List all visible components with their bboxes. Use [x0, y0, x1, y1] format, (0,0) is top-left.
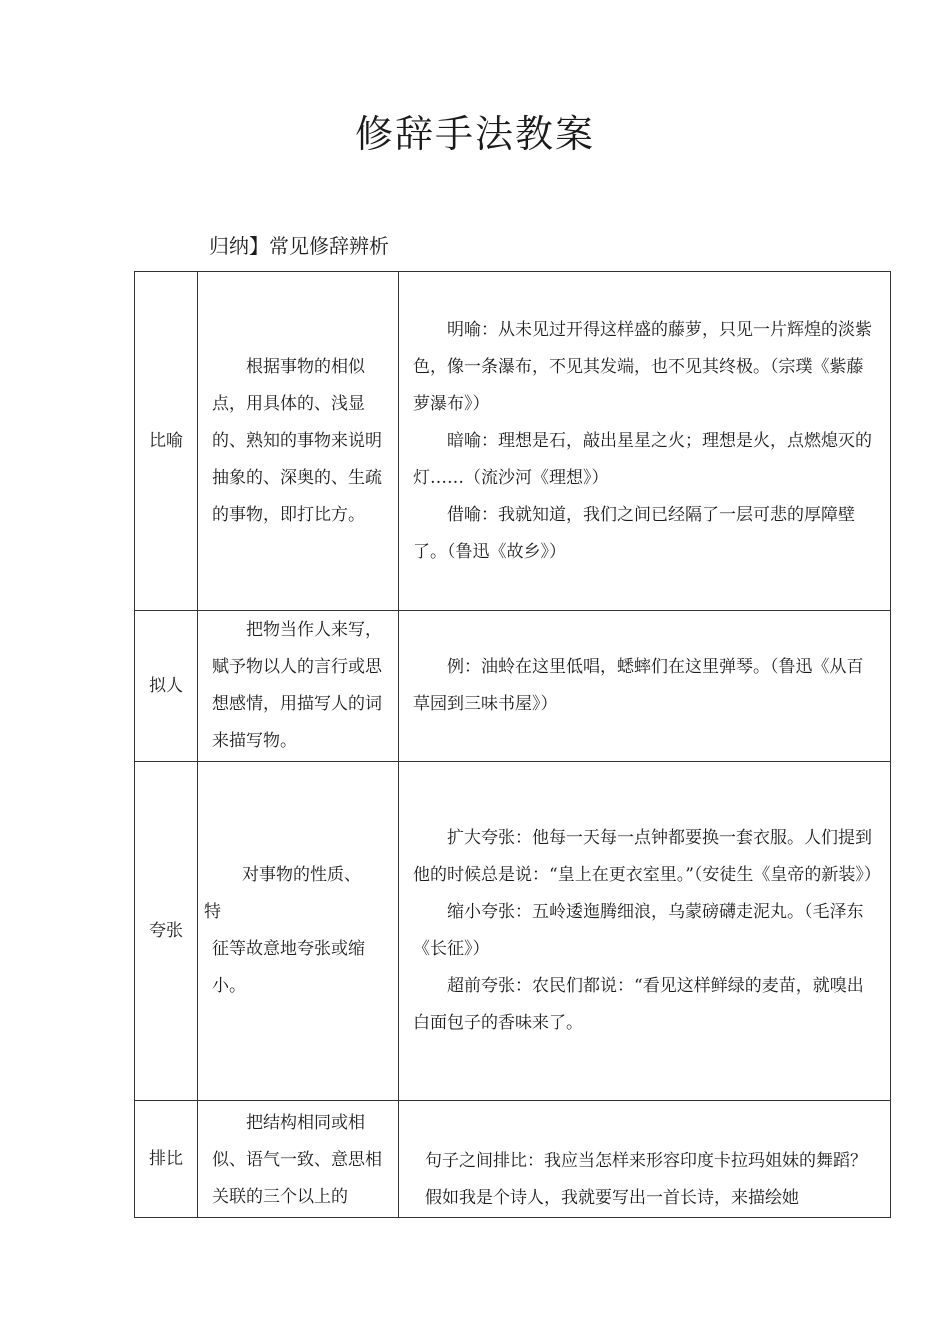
example-text: 超前夸张：农民们都说：“看见这样鲜绿的麦苗，就嗅出白面包子的香味来了。 [413, 976, 864, 1033]
device-examples [399, 1101, 891, 1218]
device-name: 拟人 [135, 611, 198, 762]
definition-text: 把结构相同或相似、语气一致、意思相关联的三个以上的 [212, 1113, 382, 1207]
device-name: 排比 [135, 1101, 198, 1218]
device-name: 比喻 [135, 272, 198, 611]
device-definition [198, 272, 399, 611]
document-title: 修辞手法教案 [354, 112, 595, 156]
device-examples [399, 762, 891, 1101]
definition-text: 根据事物的相似点，用具体的、浅显的、熟知的事物来说明抽象的、深奥的、生疏的事物，即打比方。 [212, 356, 382, 525]
example-text: 明喻：从未见过开得这样盛的藤萝，只见一片辉煌的淡紫色，像一条瀑布，不见其发端，也不见其终极。（宗璞《紫藤萝瀑布》） [413, 319, 872, 414]
definition-text: 对事物的性质、 [242, 865, 361, 885]
device-definition [198, 611, 399, 762]
device-examples [399, 272, 891, 611]
example-text: 借喻：我就知道，我们之间已经隔了一层可悲的厚障壁了。（鲁迅《故乡》） [413, 504, 855, 562]
definition-text: 特 [204, 902, 221, 922]
table-row [135, 1101, 891, 1218]
table-row [135, 611, 891, 762]
device-definition [198, 762, 399, 1101]
rhetoric-table [134, 271, 891, 1218]
example-text: 暗喻：理想是石，敲出星星之火；理想是火，点燃熄灭的灯……（流沙河《理想》） [413, 430, 872, 488]
table-row [135, 762, 891, 1101]
device-name: 夸张 [135, 762, 198, 1101]
example-text: 句子之间排比：我应当怎样来形容印度卡拉玛姐妹的舞蹈？假如我是个诗人，我就要写出一首长诗，来描绘她 [425, 1151, 867, 1208]
section-heading: 归纳】常见修辞辨析 [209, 234, 389, 258]
definition-text: 征等故意地夸张或缩小。 [212, 939, 365, 996]
example-text: 扩大夸张：他每一天每一点钟都要换一套衣服。人们提到他的时候总是说：“皇上在更衣室里。”（安徒生《皇帝的新装》） [413, 828, 881, 885]
example-text: 例：油蛉在这里低唱，蟋蟀们在这里弹琴。（鲁迅《从百草园到三味书屋》） [413, 657, 864, 714]
device-definition [198, 1101, 399, 1218]
definition-text: 把物当作人来写，赋予物以人的言行或思想感情，用描写人的词来描写物。 [212, 620, 382, 751]
table-row [135, 272, 891, 611]
device-examples [399, 611, 891, 762]
example-text: 缩小夸张：五岭逶迤腾细浪，乌蒙磅礴走泥丸。（毛泽东《长征》） [413, 902, 864, 959]
